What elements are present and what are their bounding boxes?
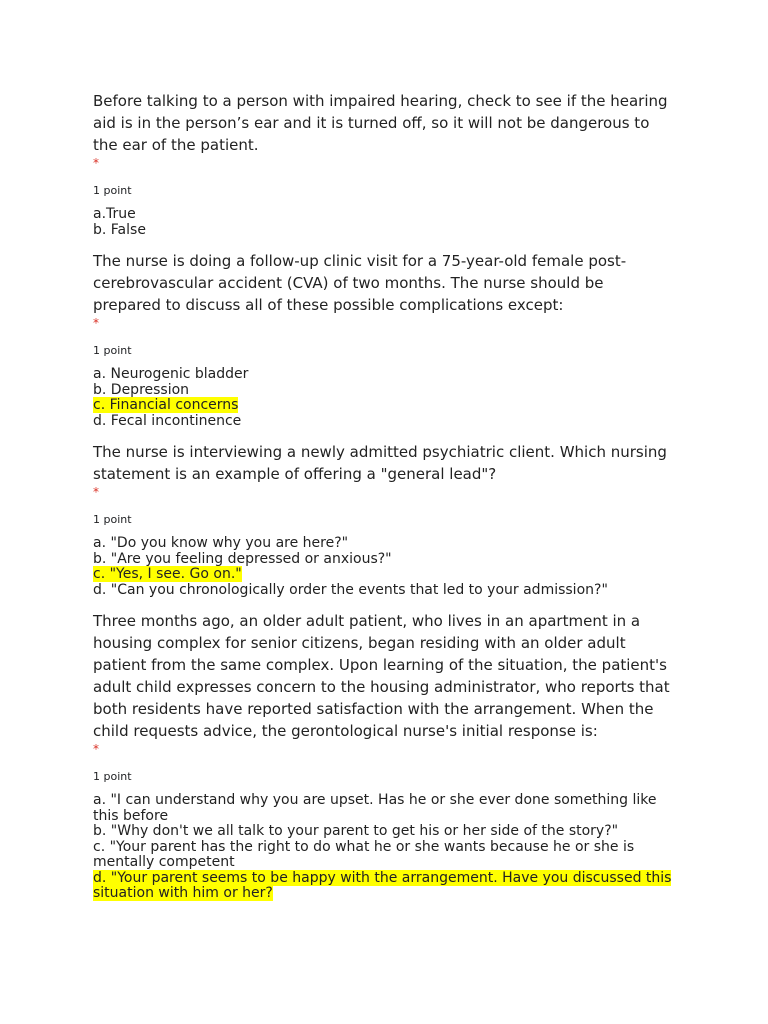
answer-option: a. Neurogenic bladder [93,366,249,382]
answer-option-highlighted: c. "Yes, I see. Go on." [93,566,242,582]
question-2 [93,250,673,429]
question-text: Before talking to a person with impaired hearing, check to see if the hearing aid is in the person’s ear and it is turned off, so it will not be dangerous to the ear of the patient. [93,92,668,154]
answer-option: a. "I can understand why you are upset. Has he or she ever done something like this before [93,792,657,824]
answer-options [93,793,673,902]
answer-option: d. Fecal incontinence [93,412,242,429]
answer-option: b. Depression [93,381,190,398]
answer-option: b. "Why don't we all talk to your parent to get his or her side of the story?" [93,823,619,839]
answer-options [93,536,673,598]
question-text: Three months ago, an older adult patient, who lives in an apartment in a housing complex for senior citizens, began residing with an older adult patient from the same complex. Upon learning of the situation, the patient's adult child expresses concern to the housing administrator, who reports that both residents have reported satisfaction with the arrangement. When the child requests advice, the gerontological nurse's initial response is: [93,612,670,740]
points-label: 1 point [93,184,132,197]
answer-option-highlighted: d. "Your parent seems to be happy with the arrangement. Have you discussed this situation with him or her? [93,869,672,901]
answer-option: b. "Are you feeling depressed or anxious?" [93,550,392,567]
required-asterisk: * [93,742,99,756]
question-4 [93,610,673,902]
required-asterisk: * [93,156,99,170]
answer-options [93,207,673,238]
answer-option: c. "Your parent has the right to do what he or she wants because he or she is mentally competent [93,838,635,870]
points-label: 1 point [93,513,132,526]
answer-option-highlighted: c. Financial concerns [93,397,239,413]
question-text: The nurse is doing a follow-up clinic visit for a 75-year-old female post-cerebrovascular accident (CVA) of two months. The nurse should be prepared to discuss all of these possible complications except: [93,252,627,314]
question-3 [93,441,673,598]
answer-option: d. "Can you chronologically order the events that led to your admission?" [93,581,608,598]
points-label: 1 point [93,770,132,783]
answer-option: b. False [93,221,146,238]
answer-option: a.True [93,206,136,222]
answer-options [93,367,673,429]
required-asterisk: * [93,485,99,499]
quiz-document [93,90,673,914]
question-1 [93,90,673,238]
answer-option: a. "Do you know why you are here?" [93,535,349,551]
required-asterisk: * [93,316,99,330]
points-label: 1 point [93,344,132,357]
question-text: The nurse is interviewing a newly admitted psychiatric client. Which nursing statement is an example of offering a "general lead"? [93,443,667,483]
